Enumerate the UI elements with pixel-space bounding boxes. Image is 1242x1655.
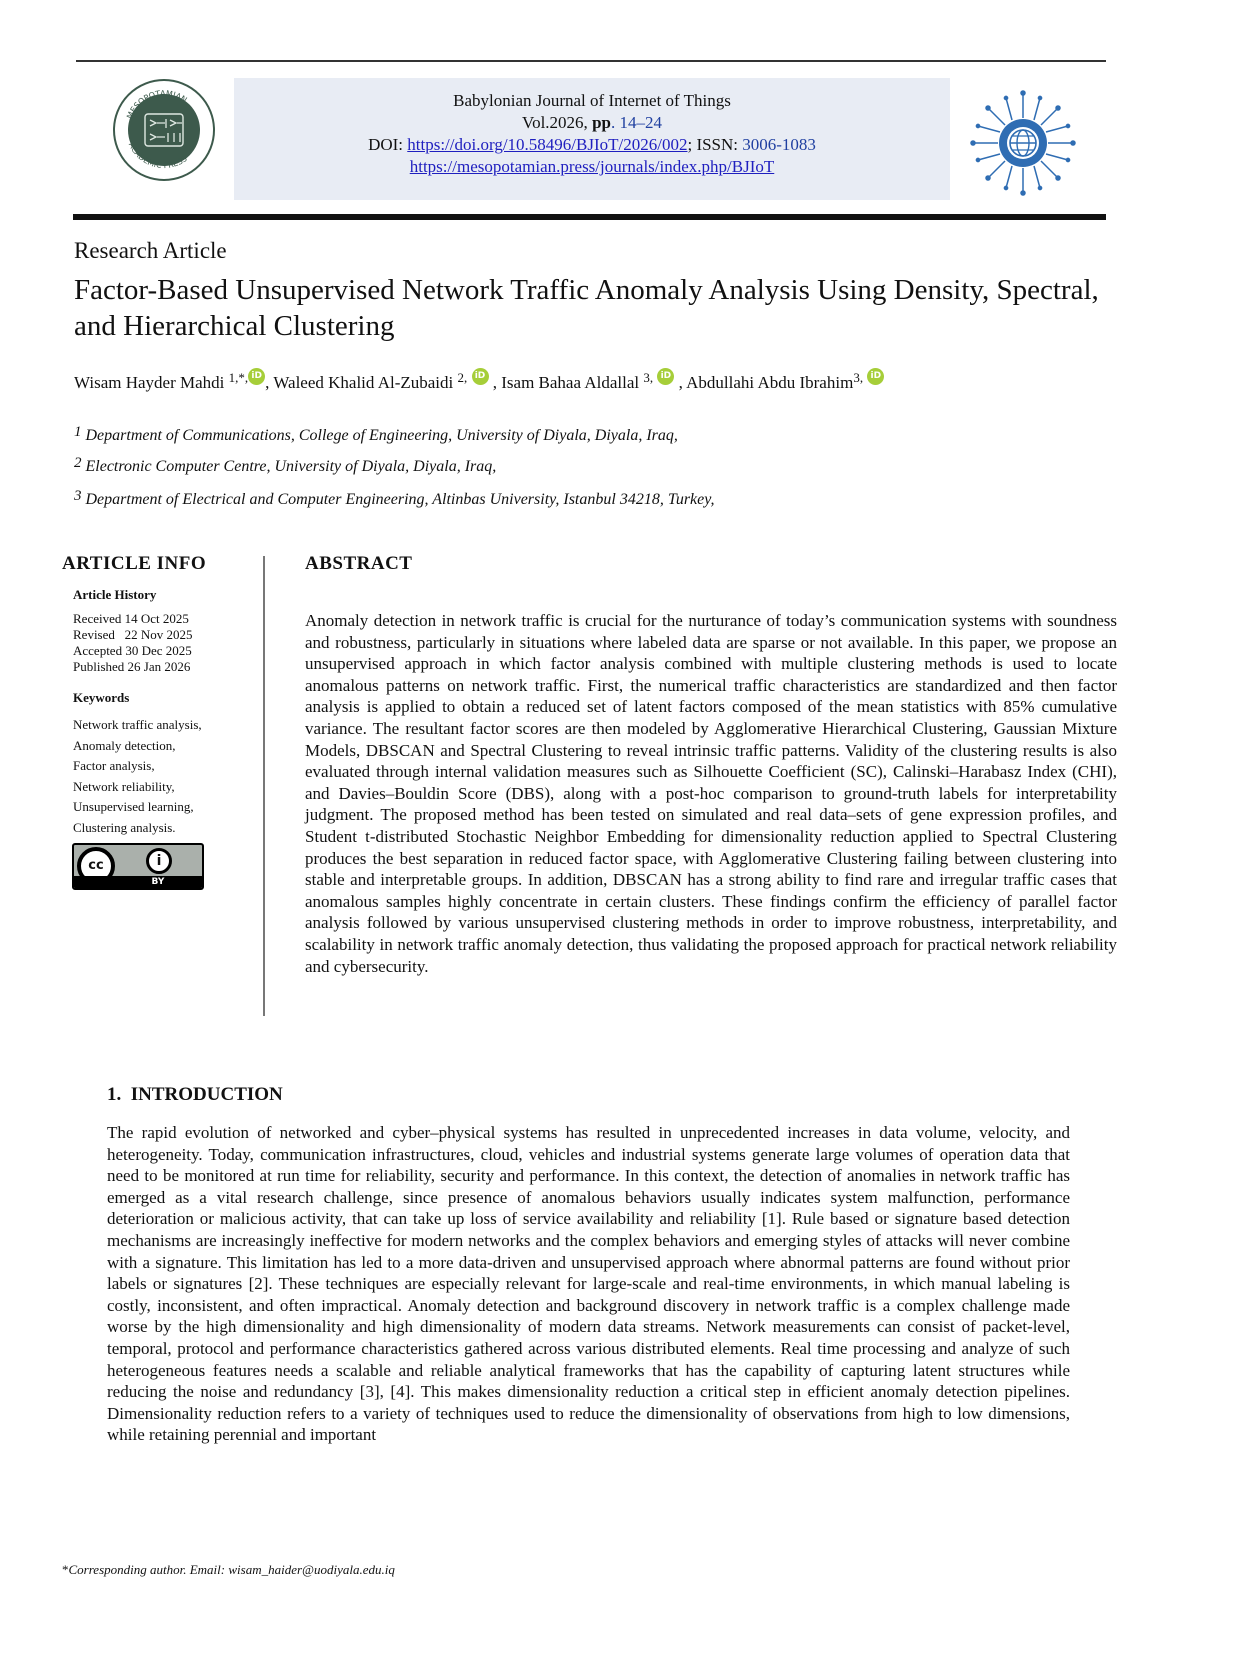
svg-text:MESOPOTAMIAN: MESOPOTAMIAN: [125, 88, 189, 121]
doi-line: DOI: https://doi.org/10.58496/BJIoT/2026/002; ISSN: 3006-1083: [368, 135, 816, 154]
article-history: Received 14 Oct 2025 Revised 22 Nov 2025 Accepted 30 Dec 2025 Published 26 Jan 2026: [73, 611, 193, 674]
author-name: , Waleed Khalid Al-Zubaidi: [265, 373, 458, 392]
author-name: Wisam Hayder Mahdi: [74, 373, 229, 392]
keyword: Clustering analysis.: [73, 819, 176, 835]
keyword: Factor analysis,: [73, 758, 155, 773]
keyword: Network traffic analysis,: [73, 717, 202, 732]
by-label: BY: [74, 876, 202, 888]
introduction-heading: 1. INTRODUCTION: [107, 1084, 283, 1105]
author-list: Wisam Hayder Mahdi $^{1,*,}$ iD , Waleed Khalid Al-Zubaidi $^{2,}$ iD , Isam Bahaa Aldallal $^{3,}$ iD , Abdullahi Abdu Ibrahim$^{3,}$ iD: [74, 366, 884, 395]
keyword: Unsupervised learning,: [73, 799, 194, 814]
corresponding-author-footnote: *Corresponding author. Email: wisam_haider@uodiyala.edu.iq: [62, 1562, 395, 1577]
issn-value: 3006-1083: [742, 135, 816, 154]
orcid-icon[interactable]: iD: [472, 368, 489, 385]
orcid-icon[interactable]: iD: [867, 368, 884, 385]
keywords-heading: Keywords: [73, 690, 130, 705]
journal-header-box: [234, 78, 950, 200]
article-type: Research Article: [74, 238, 227, 263]
column-divider: [263, 556, 265, 1016]
keyword: Network reliability,: [73, 778, 175, 794]
volume-pages: Vol.2026, pp. 14–24: [522, 113, 662, 132]
affiliation: $^3$ Department of Electrical and Computer Engineering, Altinbas University, Istanbul 34218, Turkey,: [74, 488, 715, 508]
keywords-list: [73, 715, 202, 838]
doi-link[interactable]: https://doi.org/10.58496/BJIoT/2026/002: [407, 135, 688, 154]
journal-url-link[interactable]: https://mesopotamian.press/journals/index.php/BJIoT: [409, 157, 775, 176]
keyword: Anomaly detection,: [73, 737, 176, 753]
top-rule: [76, 60, 1106, 62]
author-name: , Isam Bahaa Aldallal: [488, 373, 644, 392]
article-info-heading: ARTICLE INFO: [62, 553, 207, 574]
article-history-heading: Article History: [73, 587, 157, 602]
orcid-icon[interactable]: iD: [657, 368, 674, 385]
orcid-icon[interactable]: iD: [248, 368, 265, 385]
introduction-text: The rapid evolution of networked and cyber–physical systems has resulted in unprecedented increases in data volume, velocity, and heterogeneity. Today, communication infrastructures, cloud, vehicles and industrial systems generate large volumes of operation data that need to be monitored at run time for reliability, security and performance. In this context, the detection of anomalies in network traffic has emerged as a vital research challenge, since presence of anomalous behaviors usually indicates system malfunction, performance deterioration or malicious activity, that can take up loss of service availability and reliability [1]. Rule based or signature based detection mechanisms are increasingly ineffective for modern networks and the complex behaviors and emerging styles of attacks will never combine with a signature. This limitation has led to a more data-driven and unsupervised approach where abnormal patterns are found without prior labels or signatures [2]. These techniques are especially relevant for large-scale and real-time environments, in which manual labeling is costly, inconsistent, and often impractical. Anomaly detection and background discovery in network traffic is a complex challenge made worse by the high dimensionality and high dimensionality of modern data streams. Network measurements can consist of packet-level, temporal, protocol and performance characteristics gathered across various distributed elements. Real time processing and analyze of such heterogeneous features needs a scalable and reliable analytical frameworks that has the capability of capturing latent structures while reducing the noise and redundancy [3], [4]. This makes dimensionality reduction a critical step in efficient anomaly detection pipelines. Dimensionality reduction refers to a variety of techniques used to reduce the dimensionality of observations from high to low dimensions, while retaining perennial and important: [107, 1123, 1070, 1445]
mesopotamian-press-logo: [112, 78, 216, 182]
header-bottom-rule: [73, 214, 1106, 220]
cc-by-license-badge[interactable]: [72, 843, 204, 890]
affiliation: $^1$ Department of Communications, College of Engineering, University of Diyala, Diyala, Iraq,: [74, 424, 678, 444]
journal-name: Babylonian Journal of Internet of Things: [453, 91, 731, 110]
svg-text:ACADEMIC PRESS: ACADEMIC PRESS: [126, 140, 189, 171]
affiliation: $^2$ Electronic Computer Centre, University of Diyala, Diyala, Iraq,: [74, 455, 497, 475]
paper-title: Factor-Based Unsupervised Network Traffic Anomaly Analysis Using Density, Spectral, and Hierarchical Clustering: [74, 274, 1099, 342]
iot-journal-logo: [968, 88, 1078, 198]
attribution-icon: i: [146, 848, 172, 874]
abstract-text: Anomaly detection in network traffic is crucial for the nurturance of today’s communication systems with soundness and robustness, particularly in situations where labeled data are sparse or not available. In this paper, we propose an unsupervised approach in which factor analysis combined with multiple clustering methods is used to locate anomalous patterns on network traffic. First, the numerical traffic characteristics are standardized and then factor analysis is applied to obtain a reduced set of latent factors composed of the mean statistics with 85% cumulative variance. The resultant factor scores are then modeled by Agglomerative Hierarchical Clustering, Gaussian Mixture Models, DBSCAN and Spectral Clustering to reveal intrinsic traffic patterns. Validity of the clustering results is also evaluated through internal validation measures such as Silhouette Coefficient (SC), Calinski–Harabasz Index (CHI), and Davies–Bouldin Score (DBS), along with a post-hoc comparison to ground-truth labels for interpretability judgment. The proposed method has been tested on simulated and real data–sets of gene expression profiles, and Student t-distributed Stochastic Neighbor Embedding for dimensionality reduction applied to Spectral Clustering produces the best separation in reduced factor space, with Agglomerative Clustering failing between clustering into stable and interpretable groups. In addition, DBSCAN has a strong ability to find rare and irregular traffic cases that anomalous samples highly concentrate in certain clusters. These findings confirm the efficiency of parallel factor analysis followed by various unsupervised clustering methods in order to improve robustness, interpretability, and scalability in network traffic anomaly detection, thus validating the proposed approach for practical network reliability and cybersecurity.: [305, 611, 1117, 976]
cc-icon: cc: [77, 847, 115, 885]
abstract-heading: ABSTRACT: [305, 553, 413, 574]
author-name: , Abdullahi Abdu Ibrahim: [674, 373, 854, 392]
